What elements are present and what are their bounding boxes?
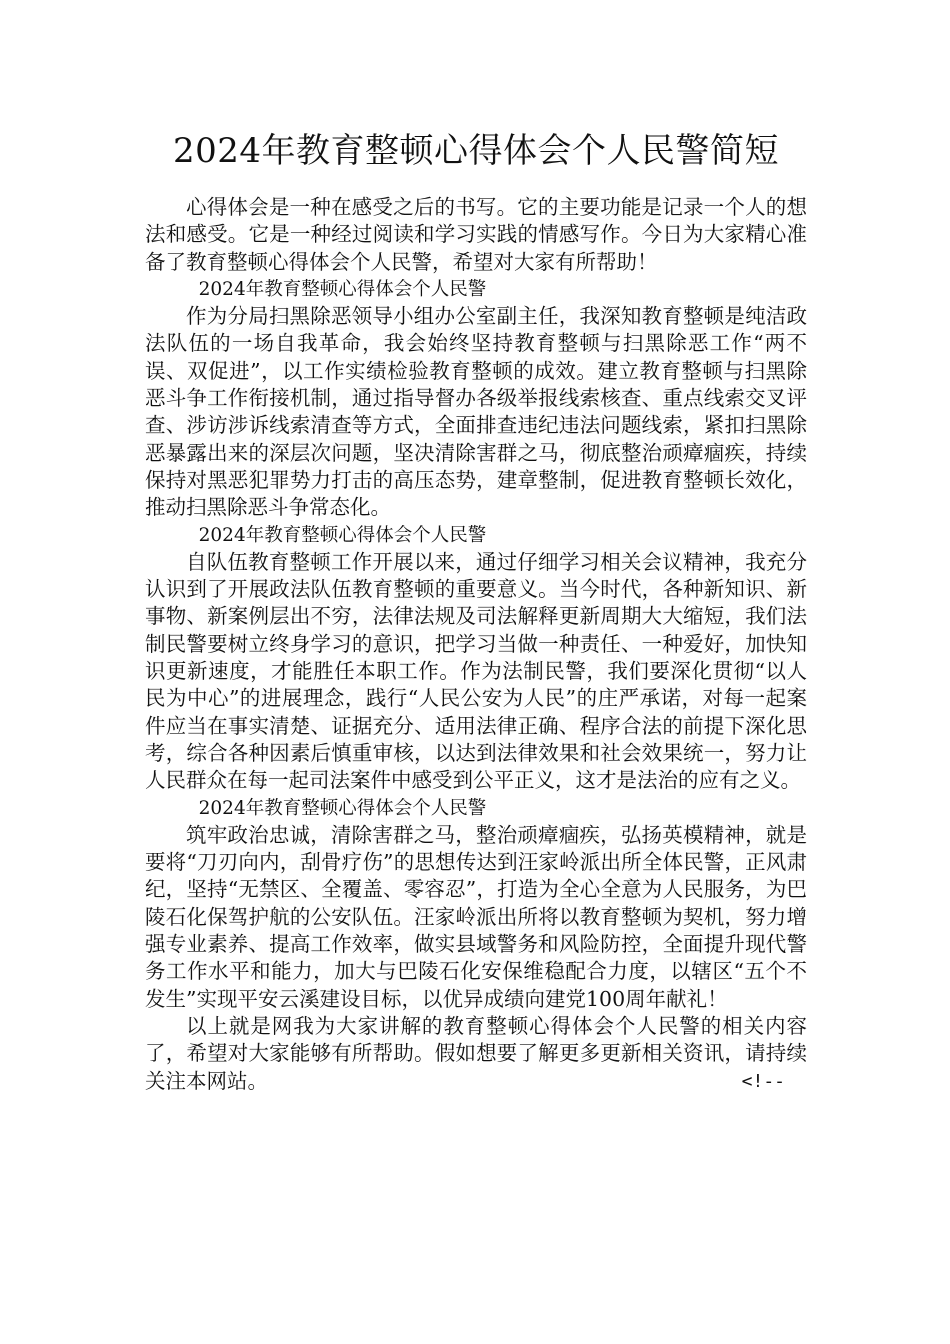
document-page [145, 128, 807, 1095]
intro-paragraph: 心得体会是一种在感受之后的书写。它的主要功能是记录一个人的想法和感受。它是一种经过阅读和学习实践的情感写作。今日为大家精心准备了教育整顿心得体会个人民警，希望对大家有所帮助！ [145, 195, 807, 274]
section-body-3: 筑牢政治忠诚，清除害群之马，整治顽瘴痼疾，弘扬英模精神，就是要将“刀刃向内，刮骨疗伤”的思想传达到汪家岭派出所全体民警，正风肃纪，坚持“无禁区、全覆盖、零容忍”，打造为全心全意为人民服务，为巴陵石化保驾护航的公安队伍。汪家岭派出所将以教育整顿为契机，努力增强专业素养、提高工作效率，做实县域警务和风险防控，全面提升现代警务工作水平和能力，加大与巴陵石化安保维稳配合力度，以辖区“五个不发生”实现平安云溪建设目标，以优异成绩向建党100周年献礼！ [145, 822, 807, 1011]
section-heading-1: 2024年教育整顿心得体会个人民警 [198, 278, 487, 300]
closing-paragraph [145, 1013, 807, 1095]
section-body-2: 自队伍教育整顿工作开展以来，通过仔细学习相关会议精神，我充分认识到了开展政法队伍教育整顿的重要意义。当今时代，各种新知识、新事物、新案例层出不穷，法律法规及司法解释更新周期大大缩短，我们法制民警要树立终身学习的意识，把学习当做一种责任、一种爱好，加快知识更新速度，才能胜任本职工作。作为法制民警，我们要深化贯彻“以人民为中心”的进展理念，践行“人民公安为人民”的庄严承诺，对每一起案件应当在事实清楚、证据充分、适用法律正确、程序合法的前提下深化思考，综合各种因素后慎重审核，以达到法律效果和社会效果统一，努力让人民群众在每一起司法案件中感受到公平正义，这才是法治的应有之义。 [145, 549, 807, 793]
document-title: 2024年教育整顿心得体会个人民警简短 [172, 131, 780, 171]
section-heading-2: 2024年教育整顿心得体会个人民警 [198, 524, 487, 546]
closing-text: 以上就是网我为大家讲解的教育整顿心得体会个人民警的相关内容了，希望对大家能够有所帮助。假如想要了解更多更新相关资讯，请持续关注本网站。 [145, 1013, 807, 1093]
section-body-1: 作为分局扫黑除恶领导小组办公室副主任，我深知教育整顿是纯洁政法队伍的一场自我革命，我会始终坚持教育整顿与扫黑除恶工作“两不误、双促进”，以工作实绩检验教育整顿的成效。建立教育整顿与扫黑除恶斗争工作衔接机制，通过指导督办各级举报线索核查、重点线索交叉评查、涉访涉诉线索清查等方式，全面排查违纪违法问题线索，紧扣扫黑除恶暴露出来的深层次问题，坚决清除害群之马，彻底整治顽瘴痼疾，持续保持对黑恶犯罪势力打击的高压态势，建章整制，促进教育整顿长效化，推动扫黑除恶斗争常态化。 [145, 304, 807, 520]
closing-tail: <!-- [741, 1070, 785, 1092]
section-heading-3: 2024年教育整顿心得体会个人民警 [198, 797, 487, 819]
